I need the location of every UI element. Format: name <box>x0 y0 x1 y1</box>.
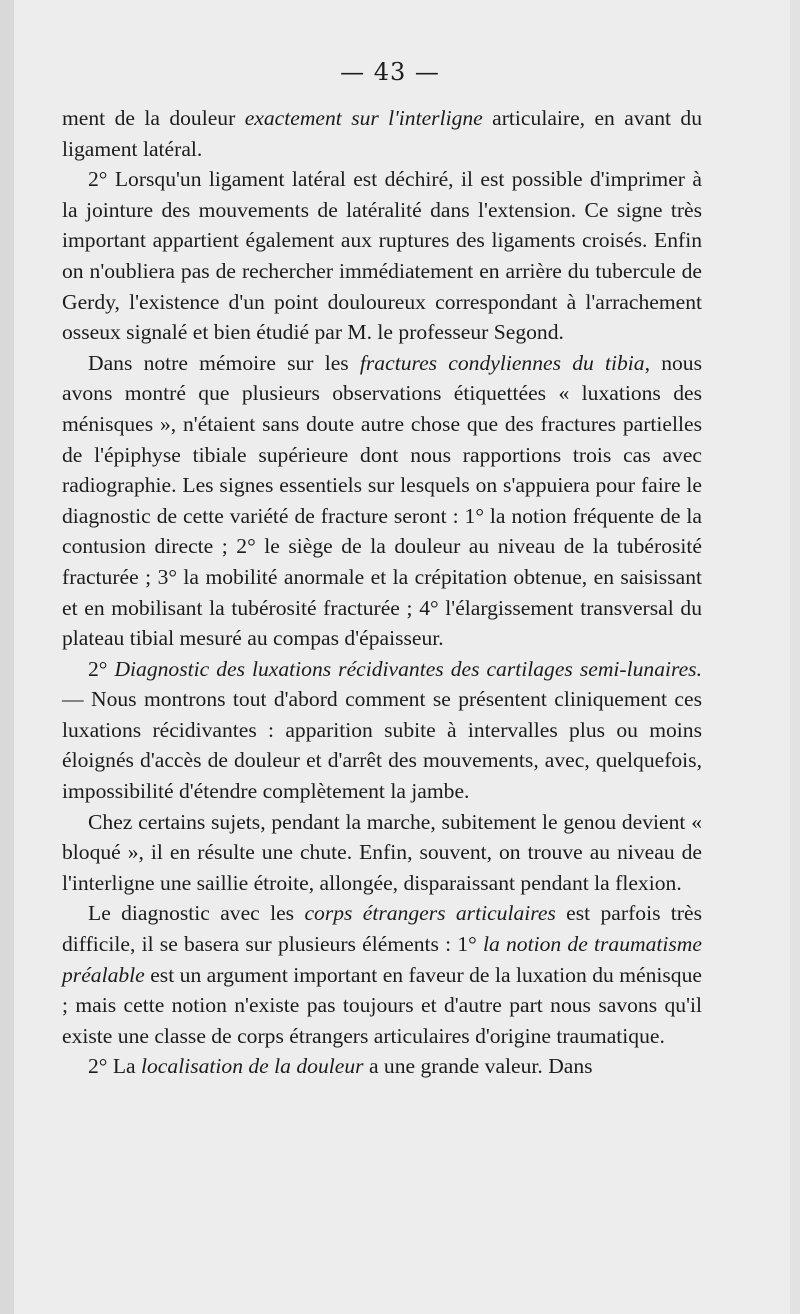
text-run: Le diagnostic avec les <box>88 901 305 926</box>
text-run: — Nous montrons tout d'abord comment se présentent cliniquement ces luxations récidivantes : apparition subite à intervalles plus ou moins éloignés d'accès de douleur et d'arrêt des mouvements, avec, quelquefois, impossibilité d'étendre complètement la jambe. <box>62 687 702 804</box>
page-right-edge <box>790 0 800 1314</box>
text-run: ment de la douleur <box>62 106 245 130</box>
paragraph <box>62 807 702 899</box>
text-run: articulaire, en avant du ligament latéral. <box>62 106 702 161</box>
body-text <box>62 103 702 1082</box>
paragraph <box>62 1051 702 1082</box>
text-run: a une grande valeur. Dans <box>363 1054 593 1079</box>
paragraph <box>62 898 702 1051</box>
text-run: Chez certains sujets, pendant la marche, subitement le genou devient « bloqué », il en résulte une chute. Enfin, souvent, on trouve au niveau de l'interligne une saillie étroite, allongée, disparaissant pendant la flexion. <box>62 809 702 895</box>
page-number: — 43 — <box>340 58 440 86</box>
paragraph <box>62 348 702 654</box>
paragraph <box>62 164 702 348</box>
italic-text-run: la notion de traumatisme préalable <box>62 932 702 987</box>
text-run: 2° <box>88 656 115 681</box>
italic-text-run: localisation de la douleur <box>141 1054 364 1079</box>
text-run: est parfois très difficile, il se basera sur plusieurs éléments : 1° <box>62 901 702 957</box>
text-run: 2° La <box>88 1054 142 1079</box>
italic-text-run: corps étrangers articulaires <box>304 901 556 926</box>
text-run: est un argument important en faveur de la luxation du ménisque ; mais cette notion n'existe pas toujours et d'autre part nous savons qu'il existe une classe de corps étrangers articulaires d'origine traumatique. <box>62 962 702 1048</box>
italic-text-run: exactement sur l'interligne <box>244 106 483 130</box>
italic-text-run: Diagnostic des luxations récidivantes des cartilages semi-lunaires. <box>114 656 702 681</box>
paragraph <box>62 654 702 807</box>
text-run: 2° Lorsqu'un ligament latéral est déchiré, il est possible d'imprimer à la jointure des mouvements de latéralité dans l'extension. Ce signe très important appartient également aux ruptures des ligaments croisés. Enfin on n'oubliera pas de rechercher immédiatement en arrière du tubercule de Gerdy, l'existence d'un point douloureux correspondant à l'arrachement osseux signalé et bien étudié par M. le professeur Segond. <box>62 167 702 345</box>
text-run: , nous avons montré que plusieurs observations étiquettées « luxations des ménisques », n'étaient sans doute autre chose que des fractures partielles de l'épiphyse tibiale supérieure dont nous rapportions trois cas avec radiographie. Les signes essentiels sur lesquels on s'appuiera pour faire le diagnostic de cette variété de fracture seront : 1° la notion fréquente de la contusion directe ; 2° le siège de la douleur au niveau de la tubérosité fracturée ; 3° la mobilité anormale et la crépitation obtenue, en saisissant et en mobilisant la tubérosité fracturée ; 4° l'élargissement transversal du plateau tibial mesuré au compas d'épaisseur. <box>62 350 703 651</box>
page-left-edge <box>0 0 14 1314</box>
italic-text-run: fractures condyliennes du tibia <box>359 350 645 375</box>
paragraph <box>62 103 702 164</box>
text-run: Dans notre mémoire sur les <box>88 350 360 375</box>
